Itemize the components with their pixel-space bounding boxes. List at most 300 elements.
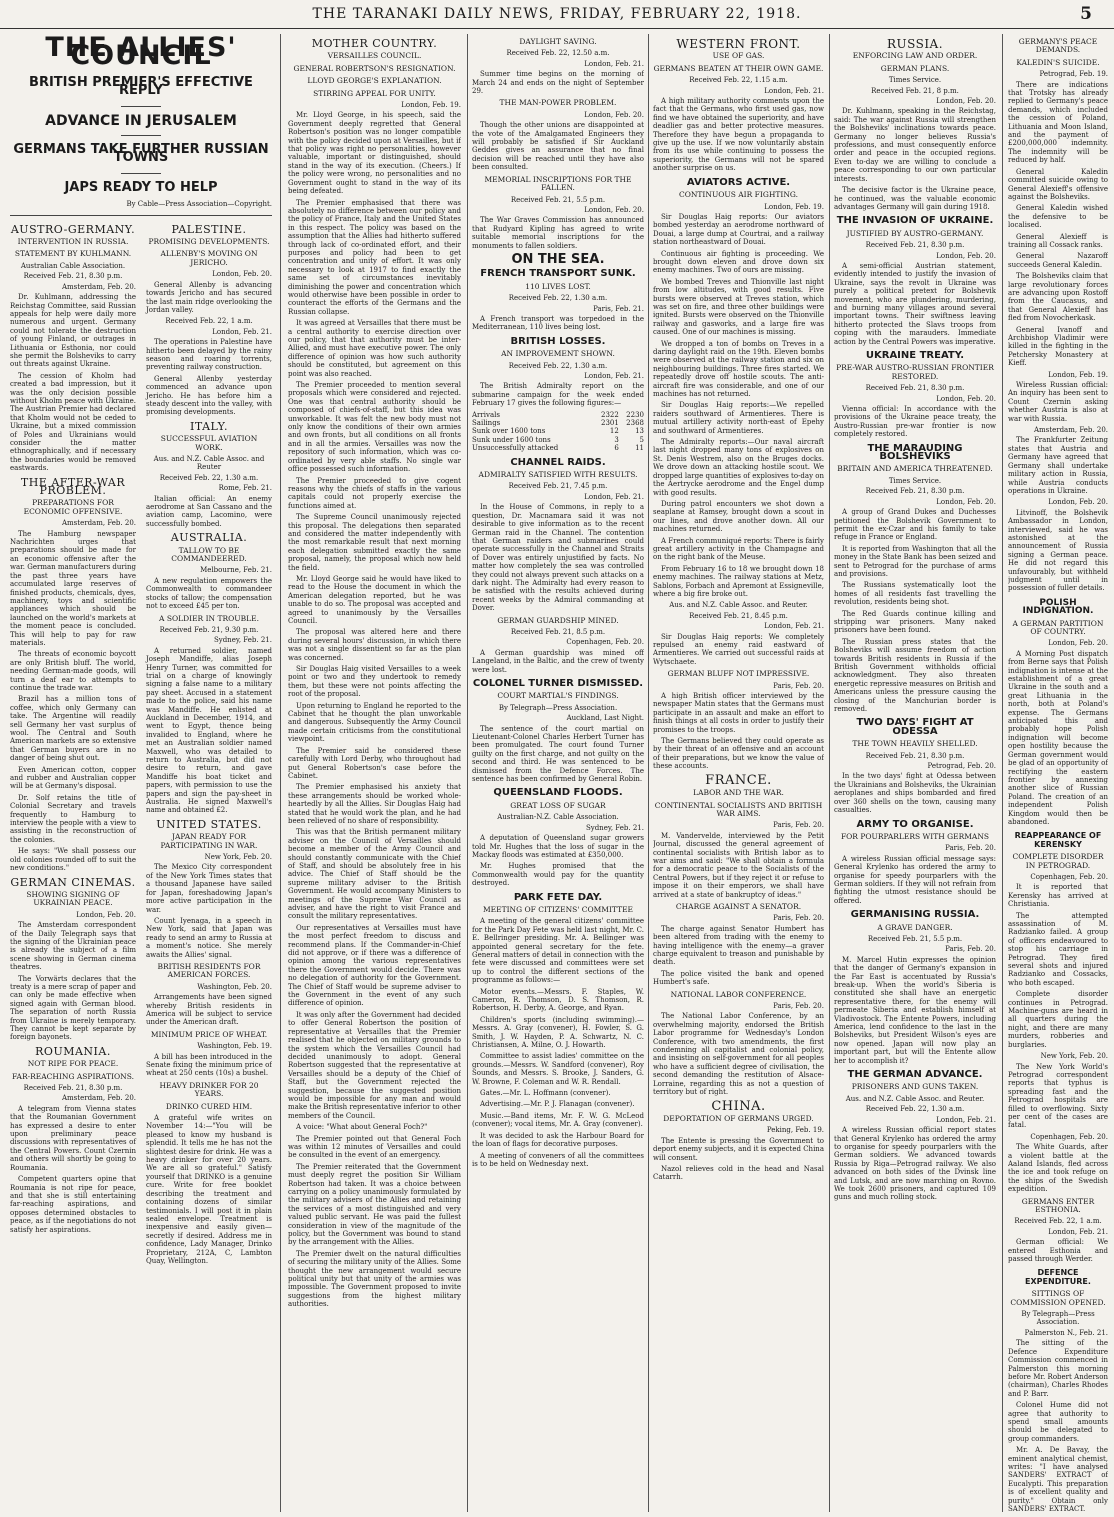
dateline: Paris, Feb. 20. — [773, 914, 824, 923]
paragraph: General Allenby is advancing towards Jericho and has secured the last main ridge overlooking the Jordan valley. — [146, 280, 272, 314]
table-cell: Sailings — [472, 419, 501, 428]
paragraph: A bill has been introduced in the Senate fixing the minimum price of wheat at 250 cents (10s) a bushel. — [146, 1052, 272, 1078]
section-heading: ARMY TO ORGANISE. — [856, 818, 974, 830]
main-headline: THE ALLIES' COUNCIL — [45, 34, 237, 72]
paragraph: The attempted assassination of M. Radzianko failed. A group of officers endeavoured to stop his carriage in Petrograd. They fired several shots and injured Radzianko and Cossacks, who both escaped. — [1008, 911, 1108, 987]
divider — [121, 135, 161, 136]
sub-heading: CONTINUOUS AIR FIGHTING. — [678, 190, 799, 200]
paragraph: Sir Douglas Haig reports: We completely repulsed an enemy raid eastward of Armentieres. We carried out successful raids at Wytschaete. — [653, 632, 824, 666]
paragraph: The Admiralty reports:—Our naval aircraft last night dropped many tons of explosives on St. Denis Westrem, also on the Bruges docks. We drove down an attacking hostile scout. We dropped large quantities of explosives to-day on the Aertrycke aerodrome and the Engel dump with good results. — [653, 438, 824, 497]
subheadline: JAPS READY TO HELP — [64, 179, 218, 195]
paragraph: The Supreme Council unanimously rejected this proposal. The delegations then separated and considered the matter independently with the most remarkable result that next morning each delegation submitted exactly the same proposal, namely, the proposal which now held the field. — [288, 513, 461, 572]
paragraph: Summer time begins on the morning of March 24 and ends on the night of September 29. — [472, 70, 644, 96]
sub-heading: THE TOWN HEAVILY SHELLED. — [852, 739, 978, 749]
table-row — [472, 427, 644, 435]
dateline: New York, Feb. 20. — [204, 853, 272, 862]
column-5 — [834, 34, 996, 1512]
table-cell: Sunk over 1600 tons — [472, 427, 546, 436]
section-heading: AUSTRO-GERMANY. — [10, 222, 136, 236]
paragraph: It is reported that Kerensky has arrived at Christiania. — [1008, 883, 1108, 909]
section-heading: GERMANY'S PEACE DEMANDS. — [1018, 37, 1098, 55]
paragraph: The Entente is pressing the Government to deport enemy subjects, and it is expected China will consent. — [653, 1136, 824, 1162]
paragraph: A wireless Russian official report states that General Krylenko has ordered the army to organise for speedy pourparlers with the German soldiers. We advanced towards Russia by Riga—Petrograd railway. We also advanced on both sides of the Dvinsk line and Lutsk, and are now marching on Rovno. We took 2600 prisoners, and captured 109 guns and much rolling stock. — [834, 1126, 996, 1202]
dateline: Copenhagen, Feb. 20. — [1030, 872, 1108, 881]
paragraph: The Premier proceeded to give cogent reasons why the chiefs of staffs in the various capitals could not properly exercise the functions aimed at. — [288, 476, 461, 510]
section-heading: GERMANISING RUSSIA. — [850, 909, 980, 921]
column-1-split — [10, 220, 272, 1269]
paragraph: Even American cotton, copper and rubber and Australian copper will be at Germany's disposal. — [10, 765, 136, 791]
paragraph: General Kaledin wished the defensive to be localised. — [1008, 204, 1108, 230]
table-cell: 2368 — [626, 419, 644, 428]
paragraph: A telegram from Vienna states that the Roumanian Government has expressed a desire to enter upon preliminary peace discussions with representatives of the Central Powers. Count Czernin and others will shortly be going to Roumania. — [10, 1104, 136, 1172]
credit: Aus. and N.Z. Cable Assoc. and Reuter — [153, 455, 265, 472]
sub-heading: BRITAIN AND AMERICA THREATENED. — [837, 464, 993, 474]
section-heading: THE MARAUDING BOLSHEVIKS — [867, 442, 963, 463]
sub-heading: GENERAL ROBERTSON'S RESIGNATION. — [293, 63, 456, 73]
paragraph: Complete disorder continues in Petrograd. Machine-guns are heard in all quarters during the night, and there are many murders, robberies and burglaries. — [1008, 990, 1108, 1049]
paragraph: The Russian press states that the Bolsheviks will assume freedom of action towards British residents in Russia if the British Government withholds official acknowledgment. They also threaten energetic repressive measures on British and Americans unless the pressure causing the closing of the Manchurian border is removed. — [834, 637, 996, 714]
paragraph: There are indications that Trotsky has already replied to Germany's peace demands, which included the cession of Poland, Lithuania and Moon Island, and the payment of £200,000,000 indemnity. The indemnity will be reduced by half. — [1008, 80, 1108, 165]
advertisement: Mr. A. De Bavay, the eminent analytical chemist, writes: "I have analysed SANDERS' EXTRACT of Eucalypti. This preparation is of excellent quality and purity." Obtain only SANDERS' EXTRACT. — [1008, 1446, 1108, 1512]
paragraph: Continuous air fighting is proceeding. We brought down eleven and drove down six enemy machines. Two of ours are missing. — [653, 249, 824, 275]
dateline: London, Feb. 20. — [936, 497, 996, 506]
dateline: London, Feb. 21. — [1048, 1227, 1108, 1236]
paragraph: The War Graves Commission has announced that Rudyard Kipling has agreed to write suitable memorial inscriptions for the monuments to fallen soldiers. — [472, 216, 644, 250]
sub-heading: FAR-REACHING ASPIRATIONS. — [11, 1071, 134, 1081]
section-heading: THE GERMAN ADVANCE. — [847, 1069, 983, 1081]
paragraph: Sir Douglas Haig reports: Our aviators bombed yesterday an aerodrome northward of Douai, a large dump at Courtrai, and a railway station northeastward of Douai. — [653, 212, 824, 247]
dateline: Washington, Feb. 19. — [197, 1042, 272, 1051]
dateline: London, Feb. 21. — [764, 622, 824, 631]
paragraph: Motor events.—Messrs. F. Staples, W. Cameron, R. Thomson, D. S. Thomson, R. Robertson, H. Derby, A. George, and Ryan. — [472, 987, 644, 1013]
dateline: London, Feb. 20. — [936, 97, 996, 106]
section-heading: UKRAINE TREATY. — [865, 350, 965, 361]
paragraph: Music.—Band items, Mr. F. W. G. McLeod (convener); vocal items, Mr. A. Gray (convener). — [472, 1111, 644, 1129]
section-heading: CHANNEL RAIDS. — [510, 456, 606, 468]
paragraph: The cession of Kholm had created a bad impression, but it was the only decision possible without Kholm peace with Ukraine. The Austrian Premier had declared that Kholm would not be ceded to Ukraine, but a mixed commission of Poles and Ukrainians would consider the matter ethnographically, and if necessary the boundaries would be removed eastwards. — [10, 371, 137, 473]
paragraph: The Red Guards continue killing and stripping war prisoners. Many naked prisoners have been found. — [834, 609, 996, 635]
credit: Australian Cable Association. — [20, 261, 126, 270]
paragraph: In the two days' fight at Odessa between the Ukrainians and Bolsheviks, the Ukrainian aeroplanes and ships bombarded and fired over 360 shells on the town, causing many casualties. — [834, 772, 996, 815]
paragraph: This was that the British permanent military adviser on the Council of Versailles should become a member of the Army Council and should constantly communicate with the Chief of Staff, and should be absolutely free in his advice. The Chief of Staff should be the supreme military adviser to the British Government. He would accompany Ministers to meetings of the Supreme War Council as adviser, and have the right to visit France and consult the military representatives. — [288, 828, 461, 921]
sub-heading: SITTINGS OF COMMISSION OPENED. — [1010, 1289, 1106, 1307]
paragraph: A voice: "What about General Foch?" — [296, 1123, 428, 1132]
sub-heading: USE OF GAS. — [712, 51, 765, 61]
section-heading: AUSTRALIA. — [170, 531, 248, 545]
paragraph: Children's sports (including swimming).—Messrs. A. Gray (convener), H. Fowler, S. G. Smith, J. W. Hayden, P. A. Schwartz, N. C. Christiansen, A. Milne, O. J. Howarth. — [472, 1015, 644, 1050]
section-heading: PARK FETE DAY. — [513, 891, 603, 903]
paragraph: Committee to assist ladies' committee on the grounds.—Messrs. W. Sandford (convener), Roy Sounds, and Messrs. S. Brooke, J. Sanders, G. W. Browne, F. Coleman and W. R. Rendall. — [472, 1052, 644, 1086]
column-2 — [288, 34, 461, 1512]
sub-heading: COURT MARTIAL'S FINDINGS. — [497, 691, 619, 701]
paragraph: A French communiqué reports: There is fairly great artillery activity in the Champagne and on the right bank of the Meuse. — [653, 536, 824, 562]
sub-heading: FOR POURPARLERS WITH GERMANS — [840, 831, 990, 841]
byline: By Cable—Press Association—Copyright. — [126, 200, 272, 209]
sub-heading: SHOWING SIGNING OF UKRAINIAN PEACE. — [26, 889, 120, 908]
section-heading: CHINA. — [711, 1098, 766, 1114]
paragraph: We bombed Treves and Thionville last night from low altitudes, with good results. Five bursts were observed at Treves station, which was set on fire, and three other buildings were ignited. Bursts were observed on the Thionville railway and gasworks, and a large fire was caused. One of our machines is missing. — [653, 277, 824, 337]
paragraph: German official: We entered Esthonia and passed through Werder. — [1008, 1238, 1108, 1264]
dateline: Petrograd, Feb. 20. — [927, 762, 996, 771]
section-heading: RUSSIA. — [886, 37, 944, 51]
dateline: Paris, Feb. 20. — [773, 821, 824, 830]
paragraph: In the House of Commons, in reply to a question, Dr. Macnamara said it was not desirable to give information as to the recent German raid in the Channel. The contention that German raiders and submarines could operate successfully in the Channel and Straits of Dover was entirely unjustified by facts. No matter how completely the sea was controlled they could not always prevent such attacks on a dark night. The Admiralty had every reason to be satisfied with the results achieved during recent weeks by the Admiral commanding at Dover. — [472, 503, 644, 613]
sub-heading: TALLOW TO BE COMMANDEERED. — [171, 545, 247, 564]
sub-heading: INTERVENTION IN RUSSIA. — [17, 237, 129, 247]
paragraph: General Allenby yesterday commenced an advance upon Jericho. He has before him a steady descent into the valley, with promising developments. — [146, 374, 272, 417]
section-heading: QUEENSLAND FLOODS. — [493, 787, 623, 799]
dateline: Amsterdam, Feb. 20. — [1033, 426, 1108, 435]
column-rule — [280, 34, 281, 1512]
received-line: Received Feb. 22, 1 a.m. — [1014, 1217, 1102, 1226]
sub-heading: DEPORTATION OF GERMANS URGED. — [663, 1113, 814, 1123]
received-line: Received Feb. 22, 1.30 a.m. — [865, 1105, 965, 1114]
paragraph: Vienna official: In accordance with the provisions of the Ukraine peace treaty, the Austro-Russian pre-war frontier is now completely restored. — [834, 405, 996, 439]
received-line: Received Feb. 21, 8.45 p.m. — [689, 611, 788, 620]
subheadline: ADVANCE IN JERUSALEM — [45, 112, 237, 129]
paragraph: The threats of economic boycott are only British bluff. The world, needing German-made goods, will turn a deaf ear to attempts to continue the trade war. — [10, 650, 136, 692]
paragraph: The Premier emphasised that there was absolutely no difference between our policy and the policy of France, Italy and the United States in this respect. The policy was based on the assumption that the Allies had hitherto suffered through lack of co-ordinated effort, and their purposes and policy had been to get concentration and unity of effort. It was only necessary to look at 1917 to find exactly the same set of circumstances inevitably diminishing the power and concentration which would otherwise have been possible in order to counteract the efforts of the Germans and the Russian collapse. — [288, 198, 461, 316]
table-cell: 12 — [609, 427, 619, 436]
dateline: Paris, Feb. 20. — [945, 945, 996, 954]
section-heading: COLONEL TURNER DISMISSED. — [472, 678, 644, 689]
sub-heading: MEMORIAL INSCRIPTIONS FOR THE FALLEN. — [484, 174, 632, 193]
paragraph: Advertising.—Mr. P. J. Flanagan (convener). — [480, 1100, 635, 1109]
paragraph: A meeting of conveners of all the committees is to be held on Wednesday next. — [472, 1151, 644, 1168]
sub-heading: PRE-WAR AUSTRO-RUSSIAN FRONTIER RESTORED. — [836, 363, 994, 381]
masthead — [0, 0, 1114, 29]
sub-heading: GREAT LOSS OF SUGAR — [510, 800, 606, 810]
dateline: London, Feb. 19. — [401, 101, 461, 110]
paragraph: The sitting of the Defence Expenditure Commission commenced in Palmerston this morning before Mr. Robert Anderson (chairman), Charles Rhodes and P. Barr. — [1008, 1339, 1108, 1398]
paragraph: Wireless Russian official: An inquiry has been sent to Count Czernin asking whether Austria is also at war with Russia. — [1008, 381, 1108, 423]
credit: Times Service. — [888, 476, 942, 485]
sub-heading: ALLENBY'S MOVING ON JERICHO. — [160, 249, 258, 267]
paragraph: Dr. Kuhlmann, addressing the Reichstag Committee, said Russian appeals for help were daily more numerous and urgent. Germany could not tolerate the destruction of young Finland, or outrages in Lithuania or Esthonia, nor could she permit the Bolsheviks to carry out threats against Ukraine. — [10, 293, 136, 369]
received-line: Received Feb. 21, 7.45 p.m. — [508, 482, 608, 491]
dateline: New York, Feb. 20. — [1040, 1052, 1108, 1061]
sub-heading: A GRAVE DANGER. — [877, 922, 953, 932]
section-heading: TWO DAYS' FIGHT AT ODESSA — [856, 717, 974, 737]
sub-heading: ENFORCING LAW AND ORDER. — [852, 51, 978, 61]
paragraph: Dr. Kuhlmann, speaking in the Reichstag, said: The war against Russia will strengthen the Bolsheviks' inclinations towards peace. Germany no longer believes Russia's professions, and must consequently enforce order and peace in the occupied regions. Even to-day we are willing to conclude a peace corresponding to our own particular interests. — [834, 107, 996, 183]
paragraph: The British Admiralty report on the submarine campaign for the week ended February 17 gives the following figures:— — [472, 382, 644, 408]
paragraph: During patrol encounters we shot down a seaplane at Ramsey, brought down a scout in our lines, and drove another down. All our machines returned. — [653, 499, 824, 534]
dateline: Paris, Feb. 20. — [773, 1002, 824, 1011]
paragraph: The Premier proceeded to mention several proposals which were considered and rejected. One was that central authority should be composed of chiefs-of-staff, but this idea was unworkable. It was felt the new body must not only know the conditions of their own armies and own fronts, but all conditions on all fronts and in all the armies. Versailles was now the repository of such information, which was co-ordinated by very able staffs. No single war office possessed such information. — [288, 381, 461, 474]
paragraph: It was agreed at Versailles that there must be a central authority to exercise direction over our policy, that that authority must be inter-Allied, and must have executive power. The only difference of opinion was how such authority should be constituted, but agreement on this point was also reached. — [288, 319, 461, 378]
dateline: London, Feb. 20. — [936, 251, 996, 260]
received-line: Received Feb. 22, 1.30 a.m. — [508, 294, 608, 303]
paragraph: A French transport was torpedoed in the Mediterranean, 110 lives being lost. — [472, 314, 644, 332]
paragraph: Litvinoff, the Bolshevik Ambassador in London, interviewed, said he was astonished at the announcement of Russia signing a German peace. He did not regard this unfavourably, but withheld judgment until in possession of fuller details. — [1008, 508, 1108, 593]
column-1 — [10, 34, 272, 1512]
table-row — [472, 419, 644, 427]
sub-heading: GERMAN BLUFF NOT IMPRESSIVE. — [667, 669, 810, 679]
credit: Times Service. — [888, 76, 942, 85]
paragraph: General Kaledin committed suicide owing to General Alexieff's offensive against the Bolsheviks. — [1008, 167, 1108, 201]
sub-heading: THE MAN-POWER PROBLEM. — [499, 98, 617, 108]
section-heading: UNITED STATES. — [156, 817, 262, 831]
paragraph: The Russians systematically loot the homes of all residents fast travelling the revolution, residents being shot. — [834, 581, 996, 607]
paragraph: The Germans believed they could operate as by their threat of an offensive and an account of their preparations, but we know the value of these accounts. — [653, 737, 824, 771]
table-cell: 13 — [635, 427, 644, 436]
subheadline: BRITISH PREMIER'S EFFECTIVE REPLY — [29, 74, 253, 99]
sub-heading: KALEDIN'S SUICIDE. — [1016, 57, 1100, 67]
paragraph: The National Labor Conference, by an overwhelming majority, endorsed the British Labor programme for Wednesday's London Conference, with two amendments, the first condemning all capitalist and colonial policy, and insisting on self-government for all peoples who have a sufficient degree of civilisation, the second demanding the restitution of Alsace-Lorraine, regarding this as not a question of territory but of right. — [653, 1012, 824, 1097]
paragraph: It was only after the Government had decided to offer General Robertson the position of representative at Versailles that the Premier realised that he objected on military grounds to the system which the Versailles Council had decided unanimously to adopt. General Robertson suggested that the representative at Versailles should be a deputy of the Chief of Staff, but the Government rejected the suggestion, because the suggested position would be impossible for any man and would make the British representative inferior to other members of the Council. — [288, 1010, 461, 1120]
sub-heading: A SOLDIER IN TROUBLE. — [159, 613, 259, 623]
sub-heading: PREPARATIONS FOR ECONOMIC OFFENSIVE. — [23, 498, 123, 516]
column-1-right — [146, 220, 272, 1269]
paragraph: Mr. Lloyd George said he would have liked to read to the House the document in which the American delegation reported, but he was unable to do so. The proposal was accepted and agreed to unanimously by the Versailles Council. — [288, 574, 461, 625]
dateline: London, Feb. 20. — [76, 910, 136, 919]
sub-heading: MEETING OF CITIZENS' COMMITTEE — [482, 904, 634, 914]
credit: By Telegraph—Press Association. — [1021, 1310, 1095, 1327]
dateline: London, Feb. 20. — [936, 394, 996, 403]
paragraph: A semi-official Austrian statement, evidently intended to justify the invasion of Ukraine, says the revolt in Ukraine was purely a political pretext for Bolshevik movement, who are plundering, murdering, and burning many villages around several important towns. Their swiftness leaving hitherto protected the Slavs troops from coping with the marauders. Immediate action by the Central Powers was imperative. — [834, 261, 996, 346]
paragraph: A wireless Russian official message says: General Krylenko has ordered the army to organise for speedy pourparlers with the German soldiers. If they will not refrain from fighting the utmost resistance should be offered. — [834, 854, 996, 905]
sub-heading: NATIONAL LABOR CONFERENCE. — [670, 989, 807, 999]
table-cell: 2230 — [626, 410, 644, 419]
paragraph: We dropped a ton of bombs on Treves in a daring daylight raid on the 19th. Eleven bombs were observed at the railway station and six on neighbouring buildings. Three fires started. We repeatedly drove off hostile scouts. The anti-aircraft fire was considerable, and one of our machines has not returned. — [653, 339, 824, 399]
credit: Aus. and N.Z. Cable Assoc. and Reuter. — [669, 601, 808, 610]
dateline: Amsterdam, Feb. 20. — [61, 1094, 136, 1103]
received-line: Received Feb. 21, 8.30 p.m. — [865, 751, 965, 760]
paragraph: It was decided to ask the Harbour Board for the loan of flags for decorative purposes. — [472, 1131, 644, 1149]
sub-heading: SUCCESSFUL AVIATION WORK. — [160, 434, 258, 452]
dateline: Peking, Feb. 19. — [766, 1126, 824, 1135]
sub-heading: STATEMENT BY KUHLMANN. — [14, 249, 132, 259]
paragraph: A new regulation empowers the Commonwealth to commandeer stocks of tallow; the compensation not to exceed £45 per ton. — [146, 576, 272, 611]
credit: Australian-N.Z. Cable Association. — [497, 813, 619, 822]
paragraph: The Amsterdam correspondent of the Daily Telegraph says that the signing of the Ukrainian peace is already the subject of a film scene showing in German cinema theatres. — [10, 921, 136, 972]
paragraph: A meeting of the general citizens' committee for the Park Day Fete was held last night, Mr. C. E. Bellringer presiding. Mr. A. Bellinger was appointed general secretary for the fete. General matters of detail in connection with the fete were discussed and committees were set up to control the different sections of the programme as follows:— — [472, 917, 644, 985]
received-line: Received Feb. 21, 8.30 p.m. — [23, 1084, 123, 1093]
sub-heading: CHARGE AGAINST A SENATOR. — [675, 901, 802, 911]
masthead-title: THE TARANAKI DAILY NEWS, FRIDAY, FEBRUARY 22, 1918. — [312, 6, 802, 22]
column-rule — [829, 34, 830, 1512]
paragraph: General Alexieff is training all Cossack ranks. — [1008, 232, 1108, 249]
paragraph: Upon returning to England he reported to the Cabinet that he thought the plan unworkable and dangerous. Subsequently the Army Council made certain criticisms from the constitutional viewpoint. — [288, 701, 461, 744]
dateline: Sydney, Feb. 21. — [585, 823, 644, 832]
table-cell: 2301 — [601, 419, 619, 428]
paragraph: A German guardship was mined off Langeland, in the Baltic, and the crew of twenty were lost. — [472, 648, 644, 674]
dateline: Amsterdam, Feb. 20. — [61, 519, 136, 528]
paragraph: The Hamburg newspaper Nachrichten urges that preparations should be made for an economic offensive after the war. German manufacturers during the past three years have accumulated large reserves of finished products, chemicals, dyes, machinery, toys and scientific appliances which should be launched on the world's markets at the moment peace is concluded. This will help to pay for raw materials. — [10, 529, 136, 647]
sub-heading: DAYLIGHT SAVING. — [519, 37, 597, 46]
received-line: Received Feb. 21, 8.30 p.m. — [865, 241, 965, 250]
paragraph: M. Marcel Hutin expresses the opinion that the danger of Germany's expansion in the Far East is accentuated by Russia's break-up. When the world's Siberia is constituted she shall have an energetic representative there, for the enemy will permeate Siberia and establish himself at Vladivostock. The Entente Powers, including America, lend confidence to the last in the Bolsheviks, but President Wilson's eyes are now opened. Japan will now play an important part, but will the Entente allow her to accomplish it? — [834, 955, 996, 1065]
paragraph: Mr. Lloyd George, in his speech, said the Government deeply regretted that General Robertson's position was no longer compatible with the policy decided upon at Versailles, but if that policy was right no personalities, however valuable, important or distinguished, should stand in the way of its execution. (Cheers.) If the policy were wrong, no personalities and no Government ought to stand in the way of its being defeated. — [288, 111, 461, 196]
paragraph: Though the other unions are disappointed at the vote of the Amalgamated Engineers they will probably be satisfied if Sir Auckland Geddes gives an assurance that no final decision will be reached until they have also been consulted. — [472, 121, 644, 172]
divider — [121, 106, 161, 107]
section-heading: MOTHER COUNTRY. — [311, 37, 438, 50]
sub-heading: GERMAN PLANS. — [880, 63, 950, 73]
dateline: Petrograd, Feb. 19. — [1039, 70, 1108, 79]
received-line: Received Feb. 22, 1 a.m. — [165, 317, 253, 326]
paragraph: Count Iyenaga, in a speech in New York, said that Japan was ready to send an army to Russia at a moment's notice. She merely awaits the Allies' signal. — [146, 916, 272, 959]
dateline: Paris, Feb. 21. — [593, 304, 644, 313]
section-heading: REAPPEARANCE OF KERENSKY — [1014, 831, 1102, 849]
section-heading: POLISH INDIGNATION. — [1022, 597, 1094, 617]
table-cell: Sunk under 1600 tons — [472, 435, 551, 444]
table-cell: 3 — [614, 435, 619, 444]
advertisement: A grateful wife writes on November 14:—"You will be pleased to know my husband is splendid. It tells me he has not the slightest desire for drink. He was a heavy drinker for over 20 years. We are all so grateful." Satisfy yourself that DRINKO is a genuine cure. Write for free booklet describing the treatment and containing dozens of similar testimonials. I will post it in plain sealed envelope. Treatment is inexpensive and easily given—secretly if desired. Address me in confidence, Lady Manager, Drinko Proprietary, 212A, C, Lambton Quay, Wellington. — [146, 1114, 272, 1265]
sub-heading: PROMISING DEVELOPMENTS. — [148, 237, 270, 247]
sub-heading: 110 LIVES LOST. — [525, 281, 591, 291]
table-row — [472, 436, 644, 444]
paragraph: The sentence of the court martial on Lieutenant-Colonel Charles Herbert Turner has been promulgated. The court found Turner guilty on the first charge, and not guilty on the second and third. He was sentenced to be dismissed from the Defence Forces. The sentence has been confirmed by General Robin. — [472, 724, 644, 784]
dateline: London, Feb. 19. — [764, 202, 824, 211]
paragraph: A high British officer interviewed by the newspaper Matin states that the Germans must participate in an assault and make an effort to finish things at all costs in order to justify their promises to the troops. — [653, 692, 824, 734]
paragraph: A high military authority comments upon the fact that the Germans, who first used gas, now find we have obtained the superiority, and have deadlier gas and better protective measures. Therefore they have begun a propaganda to give up the use. If we now voluntarily abstain from its use while continuing to possess the superiority, the Germans will not be spared another surprise on us. — [653, 97, 824, 173]
received-line: Received Feb. 21, 5.5 p.m. — [510, 195, 606, 204]
paragraph: Mr. Hughes promised that the Commonwealth would pay for the quantity destroyed. — [472, 862, 644, 888]
paragraph: From February 16 to 18 we brought down 18 enemy machines. The railway stations at Metz, Sablons, Forbach and Apremont at Essigneville, where a big fire broke out. — [653, 564, 824, 598]
column-3 — [472, 34, 644, 1512]
paragraph: He says: "We shall possess our old colonies rounded off to suit the new conditions." — [10, 847, 136, 873]
section-heading: AVIATORS ACTIVE. — [686, 176, 791, 188]
dateline: London, Feb. 21. — [936, 1115, 996, 1124]
table-cell: 2322 — [601, 410, 619, 419]
sub-heading: CONTINENTAL SOCIALISTS AND BRITISH WAR AIMS. — [654, 800, 823, 818]
sub-heading: VERSAILLES COUNCIL. — [327, 51, 422, 61]
dateline: London, Feb. 20. — [1048, 498, 1108, 507]
table-cell: 6 — [614, 444, 619, 453]
received-line: Received Feb. 22, 1.30 a.m. — [508, 361, 608, 370]
paragraph: The Premier said he considered these carefully with Lord Derby, who throughout had put General Robertson's case before the Cabinet. — [288, 746, 461, 780]
divider — [121, 173, 161, 174]
sub-heading: NOT RIPE FOR PEACE. — [27, 1059, 119, 1069]
paragraph: Gates.—Mr. L. Hoffmann (convener). — [480, 1089, 611, 1098]
paragraph: The Mexico City correspondent of the New York Times states that a thousand Japanese have sailed for Japan, foreshadowing Japan's more active participation in the war. — [146, 863, 272, 914]
dateline: London, Feb. 20. — [584, 110, 644, 119]
sub-heading: GERMAN GUARDSHIP MINED. — [497, 615, 619, 625]
section-heading: ROUMANIA. — [35, 1044, 111, 1058]
section-heading: GERMAN CINEMAS. — [10, 875, 136, 889]
dateline: London, Feb. 21. — [212, 327, 272, 336]
paragraph: The Bolsheviks claim that large revolutionary forces are advancing upon Rostoff from the Caucasus, and that General Alexieff has fled from Novocherkask. — [1008, 272, 1108, 323]
received-line: Received Feb. 21, 8.5 p.m. — [510, 627, 606, 636]
sub-heading: JUSTIFIED BY AUSTRO-GERMANY. — [846, 228, 984, 238]
paragraph: General Nazaroff succeeds General Kaledin. — [1008, 252, 1108, 269]
dateline: Palmerston N., Feb. 21. — [1024, 1328, 1108, 1337]
paragraph: The police visited the bank and opened Humbert's safe. — [653, 969, 824, 987]
credit: By Telegraph—Press Association. — [498, 703, 618, 712]
sub-heading: PRISONERS AND GUNS TAKEN. — [851, 1082, 979, 1092]
paragraph: Our representatives at Versailles must have the most perfect freedom to discuss and recommend plans. If the Commander-in-Chief did not approve, or if there was a difference of opinion among the various representatives there the Government would decide. There was no delegation of authority for the Government. The Chief of Staff would be supreme adviser to the Government in the event of any such difference of opinion. — [288, 923, 461, 1008]
dateline: Amsterdam, Feb. 20. — [61, 282, 136, 291]
dateline: Melbourne, Feb. 21. — [200, 566, 272, 575]
dateline: Sydney, Feb. 21. — [213, 636, 272, 645]
received-line: Received Feb. 22, 12.50 a.m. — [506, 49, 610, 58]
section-heading: DEFENCE EXPENDITURE. — [1025, 1268, 1091, 1286]
sub-heading: HEAVY DRINKER FOR 20 YEARS. — [159, 1080, 259, 1099]
received-line: Received Feb. 22, 1.30 a.m. — [159, 473, 259, 482]
sub-heading: GERMANS BEATEN AT THEIR OWN GAME. — [653, 63, 824, 73]
paragraph: The Premier dwelt on the natural difficulties of securing the military unity of the Allies. Some thought the new arrangement would secure political unity but that unity of the armies was impossible. The Government proposed to invite suggestions from the highest military authorities. — [288, 1249, 461, 1309]
sub-heading: COMPLETE DISORDER IN PETROGRAD. — [1012, 852, 1104, 870]
dateline: Washington, Feb. 20. — [197, 982, 272, 991]
page-number: 5 — [1080, 4, 1092, 24]
sub-heading: A GERMAN PARTITION OF COUNTRY. — [1012, 618, 1104, 636]
received-line: Received Feb. 21, 5.5 p.m. — [867, 934, 963, 943]
paragraph: The charge against Senator Humbert has been altered from trading with the enemy to having intelligence with the enemy—a graver charge equivalent to treason and punishable by death. — [653, 924, 824, 967]
received-line: Received Feb. 21, 8.30 p.m. — [23, 272, 123, 281]
paragraph: Italian official: An enemy aerodrome at San Cassano and the aviation camp, Lacomino, were successfully bombed. — [146, 494, 272, 528]
dateline: London, Feb. 21. — [584, 59, 644, 68]
paragraph: A Morning Post dispatch from Berne says that Polish indignation is intense at the establishment of a great Ukraine in the south and a great Lithuania in the north, both at Poland's expense. The Germans anticipated this and probably hope Polish indignation will become open hostility because the German government would be glad of an opportunity of rectifying the eastern frontier by annexing another slice of Russian Poland. The creation of an independent Polish Kingdom would then be abandoned. — [1008, 649, 1108, 826]
paragraph: M. Vandervelde, interviewed by the Petit Journal, discussed the general agreement of continental socialists with British labor as to war aims and said: "We shall obtain a formula for a democratic peace to the Socialists of the Central Powers, but if they reject it or refuse to impose it on their emperors, we shall have arrived at a state of bankruptcy of ideas." — [653, 831, 824, 899]
table-cell: 11 — [635, 444, 644, 453]
received-line: Received Feb. 21, 8 p.m. — [871, 86, 959, 95]
section-heading: THE INVASION OF UKRAINE. — [836, 215, 994, 227]
section-heading: ITALY. — [190, 419, 228, 433]
sub-heading: LLOYD GEORGE'S EXPLANATION. — [307, 76, 442, 86]
dateline: Paris, Feb. 20. — [773, 681, 824, 690]
paragraph: Competent quarters opine that Roumania is not ripe for peace, and that she is still entertaining far-reaching aspirations, and opposes determined obstacles to peace, as if the negotiations do not satisfy her aspirations. — [10, 1175, 136, 1234]
section-heading: FRENCH TRANSPORT SUNK. — [480, 268, 636, 280]
received-line: Received Feb. 21, 9.30 p.m. — [159, 625, 259, 634]
table-row — [472, 411, 644, 419]
sub-heading: AN IMPROVEMENT SHOWN. — [501, 349, 615, 359]
table-cell: Arrivals — [472, 410, 500, 419]
paragraph: The Premier reiterated that the Government must deeply regret the position Sir William Robertson had taken. It was a choice between carrying on a policy unanimously formulated by the military advisers of the Allies and retaining the services of a most distinguished and very valued public servant. He was paid the fullest consideration in view of the magnitude of the policy, but the Government was bound to stand by the arrangement with the Allies. — [288, 1162, 461, 1247]
paragraph: Sir Douglas Haig reports:—We repelled raiders southward of Armentieres. There is mutual artillery activity north-east of Epehy and southward of Armentieres. — [653, 401, 824, 435]
paragraph: The New York World's Petrograd correspondent reports that typhus is spreading fast and the Petrograd hospitals are filled to overflowing. Sixty per cent of the cases are fatal. — [1008, 1062, 1108, 1130]
column-rule — [467, 34, 468, 1512]
section-heading: ON THE SEA. — [511, 251, 605, 267]
paragraph: A deputation of Queensland sugar growers told Mr. Hughes that the loss of sugar in the Mackay floods was estimated at £350,000. — [472, 834, 644, 859]
dateline: London, Feb. 21. — [584, 372, 644, 380]
dateline: London, Feb. 20. — [1048, 639, 1108, 648]
paragraph: Sir Douglas Haig visited Versailles to a week point or two and they undertook to remedy them, but these were not points affecting the root of the proposal. — [288, 665, 461, 699]
paragraph: The operations in Palestine have hitherto been delayed by the rainy season and roaring torrents, preventing railway construction. — [146, 338, 272, 372]
paragraph: The Frankfurter Zeitung states that Austria and Germany have agreed that Germany shall undertake military action in Russia, while Austria conducts operations in Ukraine. — [1008, 436, 1108, 495]
subheadline: GERMANS TAKE FURTHER RUSSIAN TOWNS — [13, 142, 269, 166]
paragraph: The Vorwärts declares that the treaty is a mere scrap of paper and can only be made effective when signed again with German blood. The separation of north Russia from Ukraine is merely temporary. They cannot be kept separate by foreign bayonets. — [10, 974, 136, 1042]
column-1-left — [10, 220, 136, 1269]
paragraph: Dr. Solf retains the title of Colonial Secretary and travels frequently to Hamburg to interview the people with a view to assisting in the reconstruction of the colonies. — [10, 793, 136, 844]
section-heading: WESTERN FRONT. — [676, 37, 801, 51]
paragraph: The decisive factor is the Ukraine peace, he continued, was the valuable economic advantages Germany will gain during 1918. — [834, 186, 996, 211]
dateline: Paris, Feb. 20. — [945, 844, 996, 853]
column-rule — [648, 34, 649, 1512]
paragraph: It is reported from Washington that all the money in the State Bank has been seized and sent to Petrograd for the purchase of arms and provisions. — [834, 544, 996, 578]
paragraph: Colonel Hume did not agree that authority to spend small amounts should be delegated to group commanders. — [1008, 1401, 1108, 1443]
dateline: Auckland, Last Night. — [566, 714, 644, 723]
dateline: London, Feb. 19. — [1048, 370, 1108, 379]
sub-heading: MINIMUM PRICE OF WHEAT. — [150, 1029, 268, 1039]
paragraph: General Ivanoff and Archbishop Vladimir were killed in the fighting in the Petchersky Monastery at Kieff. — [1008, 325, 1108, 368]
paragraph: Arrangements have been signed whereby British residents in America will be subject to service under the American draft. — [146, 993, 272, 1027]
paragraph: The Premier pointed out that General Foch was within 12 minutes of Versailles and could be consulted in the event of an emergency. — [288, 1134, 461, 1160]
column-4 — [653, 34, 824, 1512]
section-heading: THE AFTER-WAR PROBLEM. — [20, 475, 126, 498]
column-6 — [1008, 34, 1108, 1512]
paragraph: A group of Grand Dukes and Duchesses petitioned the Bolshevik Government to permit the ex-Czar and his family to take refuge in France or England. — [834, 508, 996, 542]
section-heading: FRANCE. — [705, 772, 772, 788]
dateline: Copenhagen, Feb. 20. — [566, 638, 644, 647]
dateline: Copenhagen, Feb. 20. — [1030, 1132, 1108, 1141]
sub-heading: STIRRING APPEAL FOR UNITY. — [313, 88, 436, 98]
paragraph: The White Guards, after a violent battle at the Aaland Islands, fled across the ice and took refuge on the ships of the Swedish expedition. — [1008, 1143, 1108, 1194]
paragraph: Nazol relieves cold in the head and Nasal Catarrh. — [653, 1164, 824, 1182]
dateline: London, Feb. 20. — [584, 205, 644, 214]
dateline: Rome, Feb. 21. — [218, 484, 272, 493]
sub-heading: DRINKO CURED HIM. — [165, 1101, 253, 1111]
